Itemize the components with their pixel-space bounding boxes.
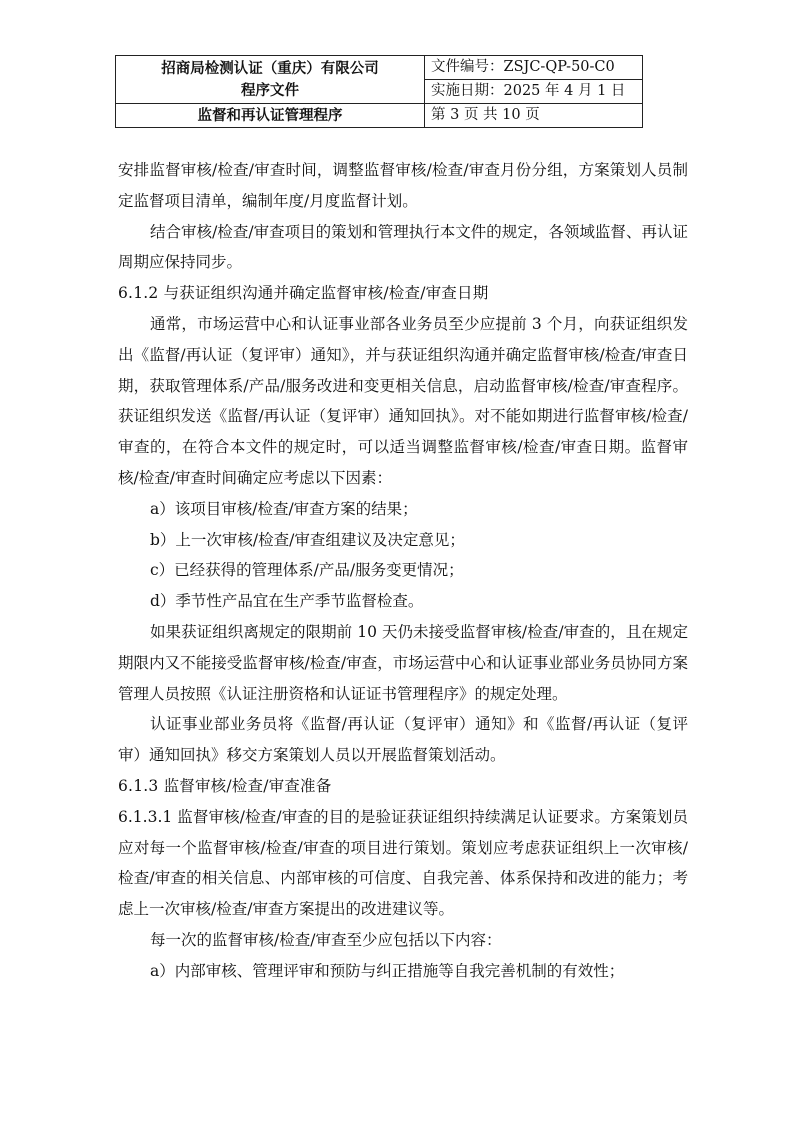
list-item: a）该项目审核/检查/审查方案的结果； xyxy=(150,499,418,518)
list-item: a）内部审核、管理评审和预防与纠正措施等自我完善机制的有效性； xyxy=(150,961,625,980)
document-body xyxy=(118,155,688,987)
company-cell xyxy=(116,56,425,104)
paragraph: 每一次的监督审核/检查/审查至少应包括以下内容： xyxy=(150,930,502,949)
list-item: d）季节性产品宜在生产季节监督检查。 xyxy=(150,592,424,611)
paragraph: 结合审核/检查/审查项目的策划和管理执行本文件的规定，各领域监督、再认证周期应保持同步。 xyxy=(118,222,688,272)
effective-date: 实施日期：2025 年 4 月 1 日 xyxy=(425,80,643,104)
list-item: c）已经获得的管理体系/产品/服务变更情况； xyxy=(150,561,464,580)
paragraph: 如果获证组织离规定的限期前 10 天仍未接受监督审核/检查/审查的，且在规定期限内又不能接受监督审核/检查/审查，市场运营中心和认证事业部业务员协同方案管理人员按照《认证注册资格和认证证书管理程序》的规定处理。 xyxy=(118,622,688,703)
section-heading-6-1-2: 6.1.2 与获证组织沟通并确定监督审核/检查/审查日期 xyxy=(118,284,489,303)
page-number: 第 3 页 共 10 页 xyxy=(425,104,643,128)
document-header-table xyxy=(115,55,643,128)
paragraph: 认证事业部业务员将《监督/再认证（复评审）通知》和《监督/再认证（复评审）通知回执》移交方案策划人员以开展监督策划活动。 xyxy=(118,715,688,765)
paragraph: 通常，市场运营中心和认证事业部各业务员至少应提前 3 个月，向获证组织发出《监督/再认证（复评审）通知》，并与获证组织沟通并确定监督审核/检查/审查日期，获取管理体系/产品/服务改进和变更相关信息，启动监督审核/检查/审查程序。获证组织发送《监督/再认证（复评审）通知回执》。对不能如期进行监督审核/检查/审查的，在符合本文件的规定时，可以适当调整监督审核/检查/审查日期。监督审核/检查/审查时间确定应考虑以下因素： xyxy=(118,314,688,487)
document-type: 程序文件 xyxy=(241,81,299,99)
document-number: 文件编号：ZSJC-QP-50-C0 xyxy=(425,56,643,80)
paragraph: 安排监督审核/检查/审查时间，调整监督审核/检查/审查月份分组，方案策划人员制定监督项目清单，编制年度/月度监督计划。 xyxy=(118,161,688,210)
paragraph: 6.1.3.1 监督审核/检查/审查的目的是验证获证组织持续满足认证要求。方案策划员应对每一个监督审核/检查/审查的项目进行策划。策划应考虑获证组织上一次审核/检查/审查的相关信息、内部审核的可信度、自我完善、体系保持和改进的能力；考虑上一次审核/检查/审查方案提出的改进建议等。 xyxy=(118,807,688,919)
company-name: 招商局检测认证（重庆）有限公司 xyxy=(161,59,379,77)
section-heading-6-1-3: 6.1.3 监督审核/检查/审查准备 xyxy=(118,776,332,795)
list-item: b）上一次审核/检查/审查组建议及决定意见； xyxy=(150,530,465,549)
document-title: 监督和再认证管理程序 xyxy=(116,104,425,128)
